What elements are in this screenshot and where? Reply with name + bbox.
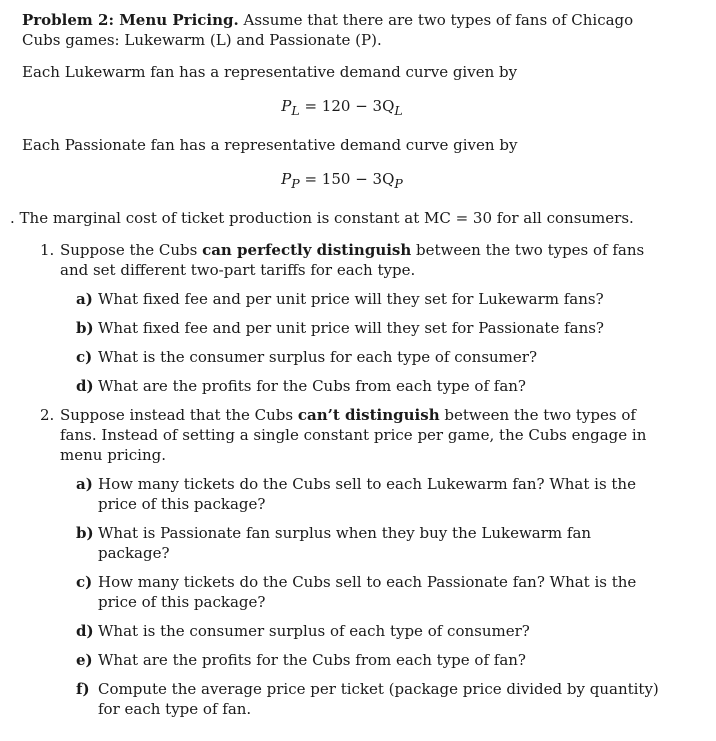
problem-title: Problem 2: Menu Pricing. [22, 11, 239, 29]
subquestion-label: b) [76, 524, 94, 542]
eq-rhs: = 150 − 3Q [304, 170, 395, 188]
subquestion-text: How many tickets do the Cubs sell to each Lukewarm fan? What is the price of this package? [98, 475, 636, 513]
eq-rhs-sub: P [394, 176, 403, 191]
subquestion-label: a) [76, 290, 93, 308]
question-number: 1. [40, 241, 55, 259]
marginal-cost-line: . The marginal cost of ticket production is constant at MC = 30 for all consumers. [10, 209, 634, 227]
passionate-demand-text: Each Passionate fan has a representative demand curve given by [22, 136, 518, 154]
subquestion-label: d) [76, 377, 94, 395]
subquestion-label: c) [76, 573, 93, 591]
subquestion-label: a) [76, 475, 93, 493]
eq-rhs: = 120 − 3Q [304, 97, 395, 115]
q1-subquestion [76, 347, 662, 367]
eq-lhs: P [281, 97, 292, 115]
question-text: between the two types of fans and set different two-part tariffs for each type. [60, 241, 645, 279]
subquestion-text: What fixed fee and per unit price will they set for Lukewarm fans? [98, 290, 604, 308]
subquestion-label: c) [76, 348, 93, 366]
eq-lhs: P [281, 170, 292, 188]
subquestion-text: What fixed fee and per unit price will they set for Passionate fans? [98, 319, 604, 337]
subquestion-text: What is the consumer surplus of each type of consumer? [98, 622, 530, 640]
problem-intro [22, 10, 662, 50]
question-text: Suppose the Cubs [60, 241, 203, 259]
subquestion-text: What are the profits for the Cubs from each type of fan? [98, 377, 526, 395]
eq-rhs-sub: L [394, 103, 403, 118]
eq-lhs-sub: L [291, 103, 300, 118]
question-emphasis: can’t distinguish [297, 406, 440, 424]
subquestion-text: What are the profits for the Cubs from each type of fan? [98, 651, 526, 669]
subquestion-text: How many tickets do the Cubs sell to each Passionate fan? What is the price of this package? [98, 573, 637, 611]
question-text: between the two types of fans. Instead of setting a single constant price per game, the Cubs engage in menu pricing. [60, 406, 647, 464]
lukewarm-demand-equation [22, 96, 662, 121]
problem-document [10, 10, 662, 728]
q2-subquestion [76, 572, 662, 612]
lukewarm-demand-text: Each Lukewarm fan has a representative demand curve given by [22, 63, 518, 81]
problem-intro-text: Assume that there are two types of fans of Chicago Cubs games: Lukewarm (L) and Passionate (P). [22, 11, 634, 49]
q1-subquestion [76, 318, 662, 338]
question-number: 2. [40, 406, 55, 424]
q2-subquestion [76, 474, 662, 514]
q2-subquestion [76, 523, 662, 563]
subquestion-text: Compute the average price per ticket (package price divided by quantity) for each type of fan. [98, 680, 659, 718]
subquestion-text: What is Passionate fan surplus when they buy the Lukewarm fan package? [98, 524, 592, 562]
subquestion-label: d) [76, 622, 94, 640]
q2-subquestion [76, 650, 662, 670]
question-1 [40, 240, 662, 280]
q1-subquestion [76, 376, 662, 396]
subquestion-label: f) [76, 680, 90, 698]
subquestion-text: What is the consumer surplus for each type of consumer? [98, 348, 537, 366]
eq-lhs-sub: P [291, 176, 300, 191]
q2-subquestion [76, 679, 662, 719]
subquestion-label: e) [76, 651, 93, 669]
question-emphasis: can perfectly distinguish [202, 241, 412, 259]
question-2 [40, 405, 662, 465]
subquestion-label: b) [76, 319, 94, 337]
question-text: Suppose instead that the Cubs [60, 406, 298, 424]
q1-subquestion [76, 289, 662, 309]
passionate-demand-equation [22, 169, 662, 194]
q2-subquestion [76, 621, 662, 641]
